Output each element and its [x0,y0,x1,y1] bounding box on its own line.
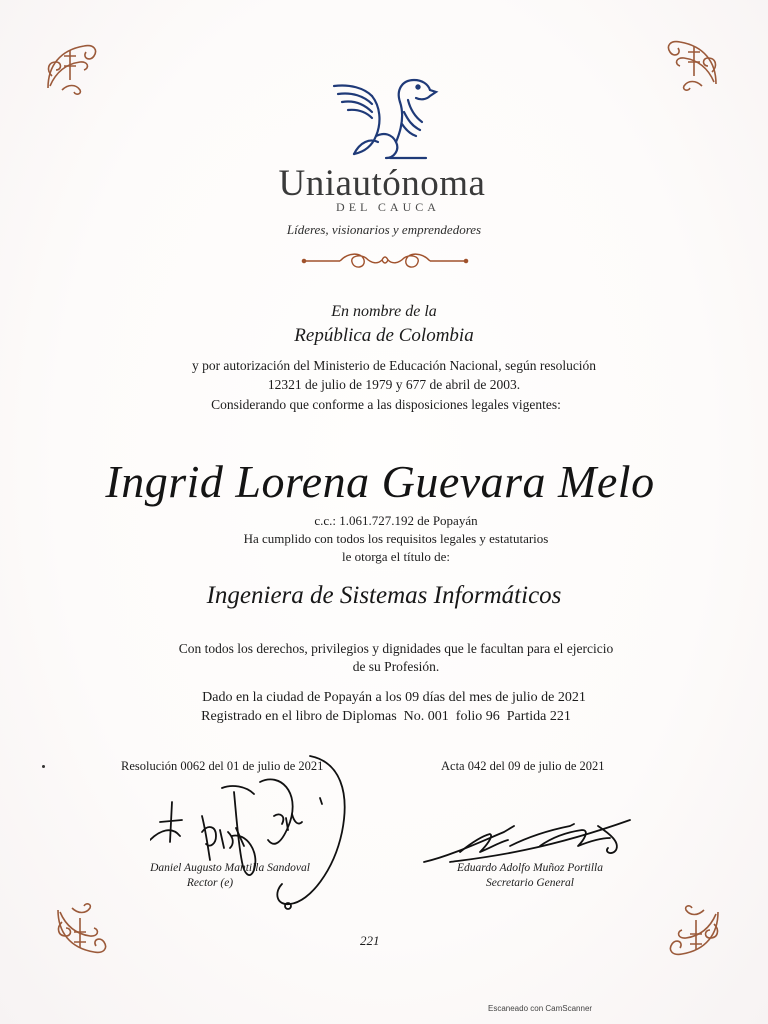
rights-line-1: Con todos los derechos, privilegios y dignidades que le facultan para el ejercicio [178,641,614,656]
corner-ornament-bottom-left [50,900,112,962]
degree-title: Ingeniera de Sistemas Informáticos [206,582,562,609]
page-number: 221 [360,933,380,948]
issuance-given: Dado en la ciudad de Popayán a los 09 días del mes de julio de 2021 [202,690,586,705]
preamble-authorization-2: 12321 de julio de 1979 y 677 de abril de 2003. [267,377,521,392]
preamble-line-1: En nombre de la [331,303,437,320]
rights-line-2: de su Profesión. [352,659,440,674]
preamble-republic: República de Colombia [294,325,474,346]
institution-subname: DEL CAUCA [336,200,440,214]
secretary-role: Secretario General [485,877,575,889]
institution-name: Uniautónoma [278,163,486,204]
secretary-name: Eduardo Adolfo Muñoz Portilla [457,862,603,874]
preamble-considering: Considerando que conforme a las disposiciones legales vigentes: [211,397,561,412]
scanner-watermark: Escaneado con CamScanner [488,1004,593,1013]
rector-role: Rector (e) [186,877,234,889]
graduate-id: c.c.: 1.061.727.192 de Popayán [314,513,478,528]
graduate-name: Ingrid Lorena Guevara Melo [105,456,655,507]
rector-name: Daniel Augusto Mantilla Sandoval [150,862,310,874]
corner-ornament-top-right [662,32,724,94]
issuance-registered: Registrado en el libro de Diplomas No. 001 folio 96 Partida 221 [201,709,571,724]
acta-text: Acta 042 del 09 de julio de 2021 [441,759,605,773]
griffin-logo-icon [330,72,442,164]
preamble-authorization-1: y por autorización del Ministerio de Educación Nacional, según resolución [191,358,597,373]
resolution-text: Resolución 0062 del 01 de julio de 2021 [121,759,324,773]
institution-tagline: Líderes, visionarios y emprendedores [286,222,482,237]
corner-ornament-bottom-right [664,902,726,964]
flourish-divider-icon [300,248,470,274]
stray-dot [42,765,45,768]
corner-ornament-top-left [40,36,102,98]
requirements-line-2: le otorga el título de: [341,549,451,564]
requirements-line-1: Ha cumplido con todos los requisitos legales y estatutarios [243,531,549,546]
